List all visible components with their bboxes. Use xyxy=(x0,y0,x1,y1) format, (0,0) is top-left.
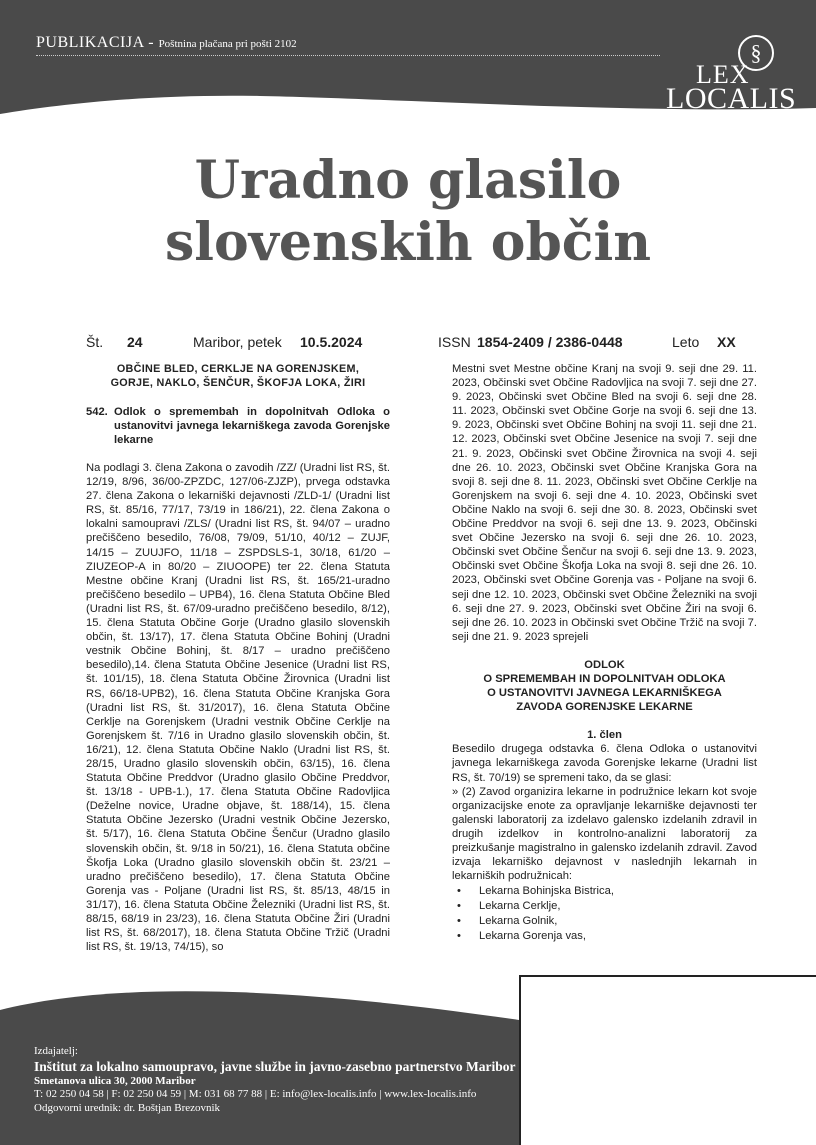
issue-place-day: Maribor, petek xyxy=(193,334,282,350)
title-line-2: slovenskih občin xyxy=(164,212,652,273)
year-label: Leto xyxy=(672,334,700,350)
header-band xyxy=(0,0,816,120)
title-line-1: Uradno glasilo xyxy=(194,150,622,211)
list-item: • Lekarna Golnik, xyxy=(452,914,757,929)
article-paragraph-1: Besedilo drugega odstavka 6. člena Odloka o ustanovitvi javnega lekarniškega zavoda Gorenjske lekarne (Uradni list RS, št. 70/19) se spremeni tako, da se glasi: xyxy=(452,743,757,784)
article-paragraph-2: » (2) Zavod organizira lekarne in podružnice lekarn kot svoje organizacijske enote za opravljanje lekarniške dejavnosti ter galenski laboratorij za izdelavo galensko izdelanih zdravil in drugih izdelkov in kontrolno-analizni laboratorij za preizkušanje magistralno in galensko izdelanih zdravil. Zavod izvaja lekarniško dejavnost v naslednjih lekarnah in lekarniških podružnicah: xyxy=(452,785,757,883)
council-adoption-text: Mestni svet Mestne občine Kranj na svoji 9. seji dne 29. 11. 2023, Občinski svet Občine Radovljica na svoji 7. seji dne 27. 9. 2023, Občinski svet Občine Bled na svoji 6. seji dne 28. 11. 2023, Občinski svet Občine Gorje na svoji 6. seji dne 13. 9. 2023, Občinski svet Občine Bohinj na svoji 11. seji dne 21. 12. 2023, Občinski svet Občine Jesenice na svoji 7. seji dne 21. 9. 2023, Občinski svet Občine Žirovnica na svoji 4. seji dne 26. 10. 2023, Občinski svet Občine Kranjska Gora na svoji 8. seji dne 8. 11. 2023, Občinski svet Občine Cerklje na Gorenjskem na svoji 6. seji dne 4. 10. 2023, Občinski svet Občine Naklo na svoji 6. seji dne 30. 8. 2023, Občinski svet Občine Preddvor na svoji 6. seji dne 13. 9. 2023, Občinski svet Občine Jezersko na svoji 6. seji dne 26. 10. 2023, Občinski svet Občine Šenčur na svoji 6. seji dne 13. 9. 2023, Občinski svet Občine Škofja Loka na svoji 8. seji dne 26. 10. 2023, Občinski svet Občine Gorenja vas - Poljane na svoji 6. seji dne 12. 10. 2023, Občinski svet Občine Železniki na svoji 6. seji dne 27. 9. 2023, Občinski svet Občine Žiri na svoji 6. seji dne 26. 10. 2023 in Občinski svet Občine Tržič na svoji 7. seji dne 21. 9. 2023 sprejeli xyxy=(452,363,757,643)
municipalities-line-1: OBČINE BLED, CERKLJE NA GORENJSKEM, xyxy=(116,363,360,375)
odlok-title-line-2: O USTANOVITVI JAVNEGA LEKARNIŠKEGA xyxy=(487,687,722,700)
issue-number-label: Št. xyxy=(86,334,104,350)
publisher-name: Inštitut za lokalno samoupravo, javne službe in javno-zasebno partnerstvo Maribor xyxy=(34,1058,516,1074)
address-box xyxy=(519,975,816,1145)
act-number: 542. xyxy=(86,406,108,418)
act-heading xyxy=(86,405,390,447)
article-heading: 1. člen xyxy=(587,729,622,742)
page-title xyxy=(0,150,816,274)
pharmacy-list xyxy=(452,884,757,944)
list-item: • Lekarna Bohinjska Bistrica, xyxy=(452,884,757,899)
list-item: • Lekarna Cerklje, xyxy=(452,899,757,914)
list-item: • Lekarna Gorenja vas, xyxy=(452,929,757,944)
issn-value: 1854-2409 / 2386-0448 xyxy=(477,334,623,350)
issue-number: 24 xyxy=(127,334,143,350)
municipalities-heading xyxy=(86,362,390,390)
legal-basis-text: Na podlagi 3. člena Zakona o zavodih /ZZ/ (Uradni list RS, št. 12/19, 8/96, 36/00-ZPZDC, 127/06-ZJZP), prvega odstavka 27. člena Zakona o lekarniški dejavnosti /ZLD-1/ (Uradni list RS, št. 85/16, 77/17, 73/19 in 186/21), 22. člena Zakona o lokalni samoupravi /ZLS/ (Uradni list RS, št. 94/07 – uradno prečiščeno besedilo, 76/08, 79/09, 51/10, 40/12 – ZUJF, 14/15 – ZUUJFO, 11/18 – ZSPDSLS-1, 30/18, 61/20 – ZIUZEOP-A in 80/20 – ZIUOOPE) ter 22. člena Statuta Mestne občine Kranj (Uradni list RS, št. 165/21-uradno prečiščeno besedilo – UPB4), 16. člena Statuta Občine Bled (Uradni list RS, št. 67/09-uradno prečiščeno besedilo, 8/12), 15. člena Statuta Občine Gorje (Uradno glasilo slovenskih občin, št. 13/17), 17. člena Statuta Občine Bohinj (Uradni vestnik Občine Bohinj, št. 8/17 – uradno prečiščeno besedilo),14. člena Statuta Občine Jesenice (Uradni list RS, št. 101/15), 18. člena Statuta Občine Žirovnica (Uradni list RS, 66/18-UPB2), 16. člena Statuta Občine Kranjska Gora (Uradni list RS, št. 31/2017), 16. člena Statuta Občine Cerklje na Gorenjskem (Uradni vestnik Občine Cerklje na Gorenjskem št. 7/16 in Uradno glasilo slovenskih občin, št. 16/21), 12. člena Statuta Občine Naklo (Uradni list RS, št. 28/15, Uradno glasilo slovenskih občin, 63/15), 16. člena Statuta Občine Preddvor (Uradno glasilo Občine Preddvor, št. 13/18 - UPB-1.), 17. člena Statuta Občine Radovljica (Deželne novice, Uradne objave, št. 188/14), 15. člena Statuta Občine Jezersko (Uradni vestnik Občine Jezersko, št. 5/17), 16. člena Statuta Občine Šenčur (Uradno glasilo slovenskih občin, št. 9/18 in 50/21), 16. člena Statuta občine Škofja Loka (Uradno glasilo slovenskih občin št. 23/21 – uradno prečiščeno besedilo), 17. člena Statuta Občine Gorenja vas - Poljane (Uradni list RS, št. 85/13, 48/15 in 31/17), 16. člena Statuta Občine Železniki (Uradni list RS, št. 88/15, 68/19 in 23/23), 16. člena Statuta Občine Žiri (Uradni list RS, št. 68/2017), 18. člena Statuta Občine Tržič (Uradni list RS, št. 19/13, 74/15), so xyxy=(86,462,390,954)
logo-lex: LEX xyxy=(696,60,750,89)
publisher-contacts: T: 02 250 04 58 | F: 02 250 04 59 | M: 031 68 77 88 | E: info@lex-localis.info | www.lex-localis.info xyxy=(34,1088,477,1100)
odlok-label: ODLOK xyxy=(584,658,625,671)
right-column xyxy=(452,362,757,944)
odlok-title-line-1: O SPREMEMBAH IN DOPOLNITVAH ODLOKA xyxy=(483,672,726,685)
footer xyxy=(34,1045,516,1115)
postage-note: Poštnina plačana pri pošti 2102 xyxy=(158,38,297,50)
issn-label: ISSN xyxy=(438,334,471,350)
header-divider xyxy=(36,55,660,56)
municipalities-line-2: GORJE, NAKLO, ŠENČUR, ŠKOFJA LOKA, ŽIRI xyxy=(110,377,366,389)
paragraph-icon: § xyxy=(738,35,774,71)
publisher-label: Izdajatelj: xyxy=(34,1045,78,1057)
act-title: Odlok o spremembah in dopolnitvah Odloka o ustanovitvi javnega lekarniškega zavoda Gorenjske lekarne xyxy=(114,406,390,446)
odlok-title-line-3: ZAVODA GORENJSKE LEKARNE xyxy=(516,701,693,714)
logo-localis: LOCALIS xyxy=(666,82,797,115)
issue-date: 10.5.2024 xyxy=(300,334,363,350)
publication-separator: - xyxy=(148,34,155,51)
publication-label: PUBLIKACIJA xyxy=(36,34,144,51)
publisher-address: Smetanova ulica 30, 2000 Maribor xyxy=(34,1074,196,1087)
year-value: XX xyxy=(717,334,736,350)
publication-line xyxy=(36,34,297,52)
responsible-editor: Odgovorni urednik: dr. Boštjan Brezovnik xyxy=(34,1101,221,1114)
left-column xyxy=(86,362,390,954)
odlok-heading xyxy=(452,658,757,714)
